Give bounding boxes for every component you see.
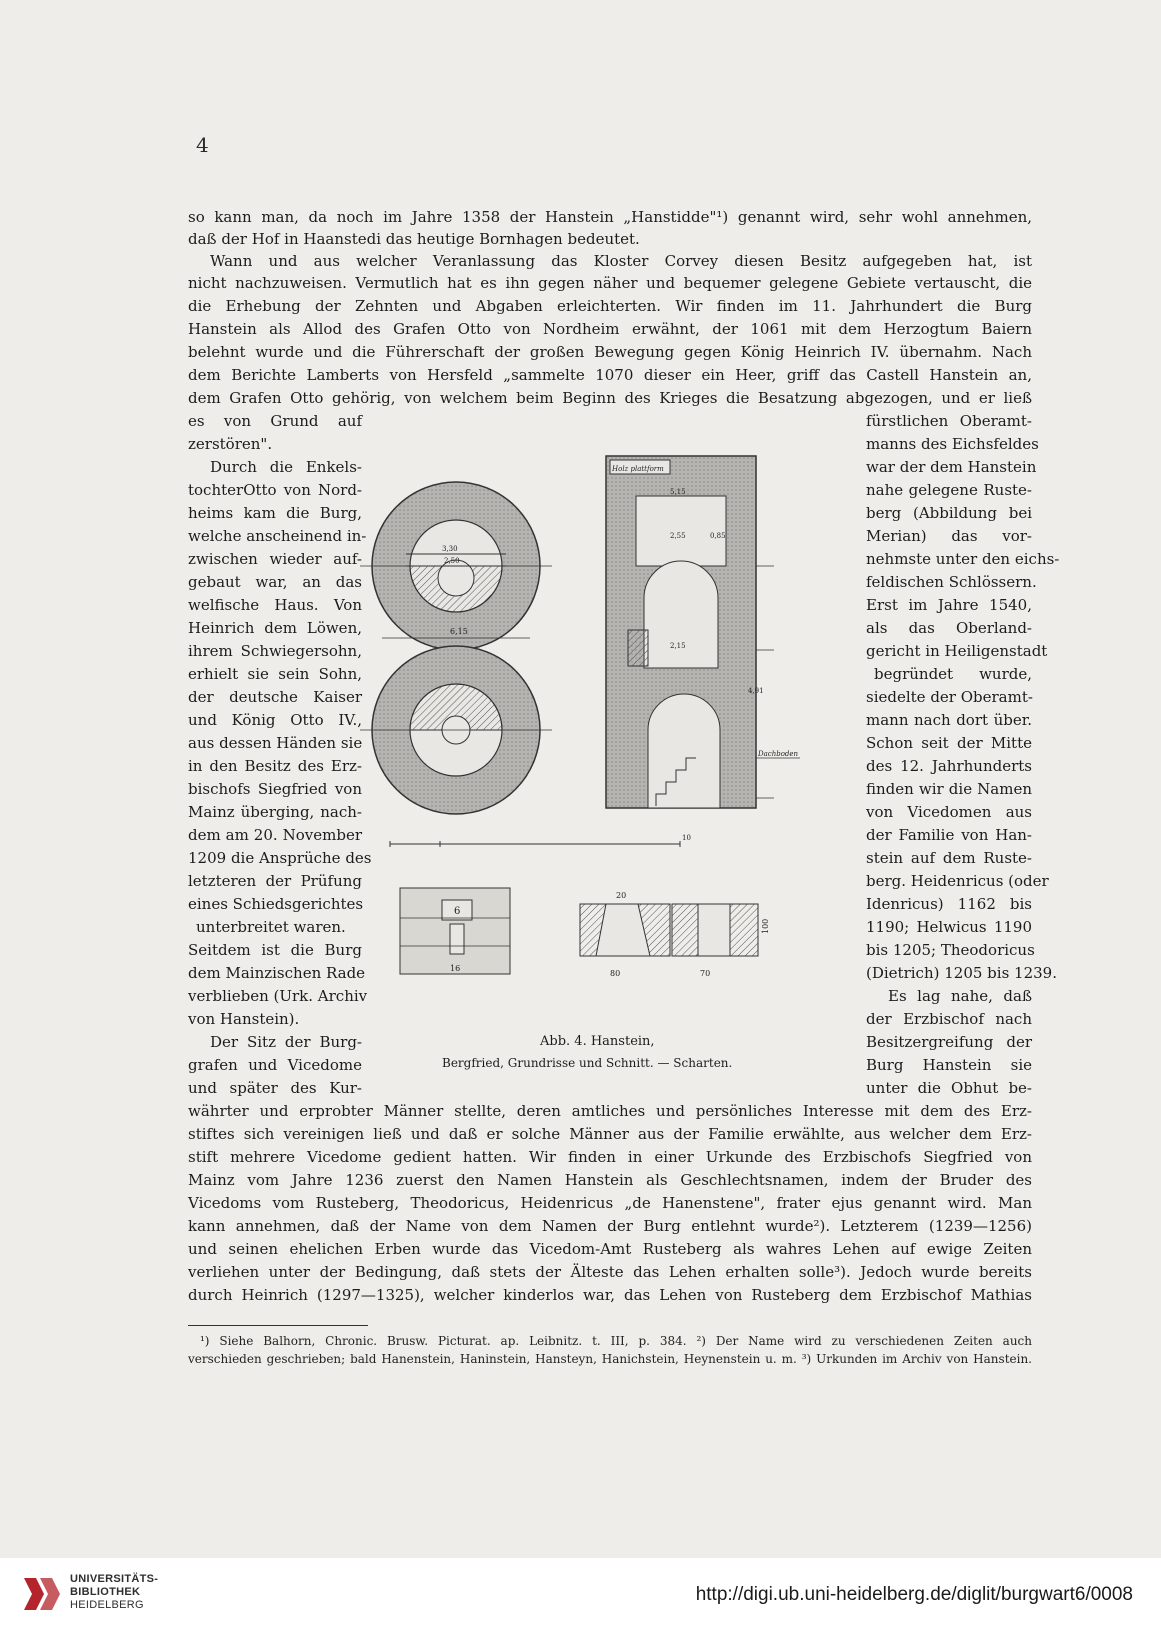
dim-label: 2,50 bbox=[444, 557, 460, 565]
dim-label: 0,85 bbox=[710, 532, 726, 540]
left-column-line: welfische Haus. Von bbox=[188, 596, 362, 614]
footnote-rule bbox=[188, 1325, 368, 1326]
right-column-line: Merian) das vor- bbox=[866, 527, 1032, 545]
bergfried-figure bbox=[370, 465, 830, 1028]
right-column-line: Schon seit der Mitte bbox=[866, 734, 1032, 752]
left-column-line: letzteren der Prüfung bbox=[188, 872, 362, 890]
left-column-line: verblieben (Urk. Archiv bbox=[188, 987, 368, 1005]
left-column-line: zwischen wieder auf- bbox=[188, 550, 362, 568]
right-column-line: nahe gelegene Ruste- bbox=[866, 481, 1032, 499]
dim-label: 5,15 bbox=[670, 488, 686, 496]
footnote-line: ¹) Siehe Balhorn, Chronic. Brusw. Picturat. ap. Leibnitz. t. III, p. 384. ²) Der Name wird zu verschiedenen Zeiten auch bbox=[200, 1334, 1032, 1348]
left-column-line: grafen und Vicedome bbox=[188, 1056, 362, 1074]
footnote-line: verschieden geschrieben; bald Hanenstein, Haninstein, Hansteyn, Hanichstein, Heynenstein u. m. ³) Urkunden im Archiv von Hanstein. bbox=[188, 1352, 1032, 1366]
right-column-line: unter die Obhut be- bbox=[866, 1079, 1032, 1097]
dim-label: 80 bbox=[610, 969, 621, 978]
right-column-line: Besitzergreifung der bbox=[866, 1033, 1032, 1051]
left-column-line: und König Otto IV., bbox=[188, 711, 362, 729]
dim-label: 70 bbox=[700, 969, 711, 978]
label-dachboden: Dachboden bbox=[758, 750, 799, 758]
right-column-line: manns des Eichsfeldes bbox=[866, 435, 1039, 453]
dim-label: 16 bbox=[450, 964, 461, 973]
right-column-line: der Familie von Han- bbox=[866, 826, 1032, 844]
left-column-line: von Hanstein). bbox=[188, 1010, 300, 1028]
body-line: durch Heinrich (1297—1325), welcher kinderlos war, das Lehen von Rusteberg dem Erzbischof Mathias bbox=[188, 1286, 1032, 1304]
body-line: nicht nachzuweisen. Vermutlich hat es ihn gegen näher und bequemer gelegene Gebiete vertauscht, die bbox=[188, 274, 1032, 292]
left-column-line: erhielt sie sein Sohn, bbox=[188, 665, 362, 683]
right-column-line: der Erzbischof nach bbox=[866, 1010, 1032, 1028]
right-column-line: Erst im Jahre 1540, bbox=[866, 596, 1032, 614]
library-name-line2: BIBLIOTHEK bbox=[70, 1586, 141, 1598]
body-line: so kann man, da noch im Jahre 1358 der Hanstein „Hanstidde"¹) genannt wird, sehr wohl annehmen, bbox=[188, 208, 1032, 226]
source-url-link[interactable]: http://digi.ub.uni-heidelberg.de/diglit/burgwart6/0008 bbox=[695, 1584, 1133, 1605]
dim-label: 6 bbox=[454, 906, 461, 917]
body-line: kann annehmen, daß der Name von dem Namen der Burg entlehnt wurde²). Letzterem (1239—1256) bbox=[188, 1217, 1032, 1235]
figure-caption-title: Abb. 4. Hanstein, bbox=[540, 1034, 655, 1049]
right-column-line: fürstlichen Oberamt- bbox=[866, 412, 1032, 430]
right-column-line: des 12. Jahrhunderts bbox=[866, 757, 1032, 775]
right-column-line: als das Oberland- bbox=[866, 619, 1032, 637]
left-column-line: Mainz überging, nach- bbox=[188, 803, 362, 821]
right-column-line: Es lag nahe, daß bbox=[888, 987, 1032, 1005]
left-column-line: dem am 20. November bbox=[188, 826, 362, 844]
body-line: und seinen ehelichen Erben wurde das Vicedom-Amt Rusteberg als wahres Lehen auf ewige Zeiten bbox=[188, 1240, 1032, 1258]
left-column-line: in den Besitz des Erz- bbox=[188, 757, 362, 775]
right-column-line: berg (Abbildung bei bbox=[866, 504, 1032, 522]
left-column-line: welche anscheinend in- bbox=[188, 527, 367, 545]
body-line: daß der Hof in Haanstedi das heutige Bornhagen bedeutet. bbox=[188, 230, 640, 248]
library-name-line1: UNIVERSITÄTS- bbox=[70, 1573, 159, 1585]
left-column-line: bischofs Siegfried von bbox=[188, 780, 362, 798]
body-line: währter und erprobter Männer stellte, deren amtliches und persönliches Interesse mit dem des Erz- bbox=[188, 1102, 1032, 1120]
left-column-line: gebaut war, an das bbox=[188, 573, 362, 591]
right-column-line: war der dem Hanstein bbox=[866, 458, 1037, 476]
right-column-line: begründet wurde, bbox=[874, 665, 1032, 683]
right-column-line: feldischen Schlössern. bbox=[866, 573, 1037, 591]
left-column-line: zerstören". bbox=[188, 435, 273, 453]
right-column-line: siedelte der Oberamt- bbox=[866, 688, 1033, 706]
left-column-line: eines Schiedsgerichtes bbox=[188, 895, 364, 913]
left-column-line: Durch die Enkels- bbox=[210, 458, 362, 476]
embrasure-sections bbox=[580, 891, 770, 978]
dim-label: 4,91 bbox=[748, 687, 764, 695]
left-column-line: Seitdem ist die Burg bbox=[188, 941, 362, 959]
left-column-line: und später des Kur- bbox=[188, 1079, 362, 1097]
left-column-line: tochterOtto von Nord- bbox=[188, 481, 362, 499]
dim-label: 100 bbox=[761, 918, 770, 934]
label-holzplattform: Holz plattform bbox=[612, 465, 664, 473]
left-column-line: Der Sitz der Burg- bbox=[210, 1033, 362, 1051]
ground-plan-upper bbox=[360, 482, 552, 650]
body-line: stift mehrere Vicedome gedient hatten. Wir finden in einer Urkunde des Erzbischofs Siegfried von bbox=[188, 1148, 1032, 1166]
left-column-line: dem Mainzischen Rade bbox=[188, 964, 366, 982]
right-column-line: berg. Heidenricus (oder bbox=[866, 872, 1049, 890]
university-library-logo-icon bbox=[22, 1572, 66, 1616]
ground-plan-lower bbox=[360, 646, 552, 814]
body-line: stiftes sich vereinigen ließ und daß er solche Männer aus der Familie erwählte, aus welcher dem Erz- bbox=[188, 1125, 1032, 1143]
body-line: Mainz vom Jahre 1236 zuerst den Namen Hanstein als Geschlechtsnamen, indem der Bruder des bbox=[188, 1171, 1032, 1189]
left-column-line: Heinrich dem Löwen, bbox=[188, 619, 362, 637]
left-column-line: unterbreitet waren. bbox=[196, 918, 346, 936]
embrasure-elevation bbox=[400, 888, 510, 974]
body-line: die Erhebung der Zehnten und Abgaben erleichterten. Wir finden im 11. Jahrhundert die Burg bbox=[188, 297, 1032, 315]
dim-label: 2,55 bbox=[670, 532, 686, 540]
right-column-line: stein auf dem Ruste- bbox=[866, 849, 1032, 867]
page-number: 4 bbox=[196, 133, 209, 157]
figure-caption-subtitle: Bergfried, Grundrisse und Schnitt. — Scharten. bbox=[442, 1056, 733, 1070]
body-line: Wann und aus welcher Veranlassung das Kloster Corvey diesen Besitz aufgegeben hat, ist bbox=[210, 252, 1032, 270]
tower-section bbox=[606, 456, 800, 808]
body-line: belehnt wurde und die Führerschaft der großen Bewegung gegen König Heinrich IV. übernahm. Nach bbox=[188, 343, 1032, 361]
viewer-footer bbox=[0, 1558, 1161, 1633]
dim-label: 10 bbox=[682, 834, 691, 842]
left-column-line: der deutsche Kaiser bbox=[188, 688, 362, 706]
left-column-line: ihrem Schwiegersohn, bbox=[188, 642, 362, 660]
body-line: Hanstein als Allod des Grafen Otto von Nordheim erwähnt, der 1061 mit dem Herzogtum Baiern bbox=[188, 320, 1032, 338]
left-column-line: es von Grund auf bbox=[188, 412, 362, 430]
dim-label: 3,30 bbox=[442, 545, 458, 553]
right-column-line: finden wir die Namen bbox=[866, 780, 1032, 798]
right-column-line: von Vicedomen aus bbox=[866, 803, 1032, 821]
dim-label: 6,15 bbox=[450, 627, 468, 636]
body-line: verliehen unter der Bedingung, daß stets der Älteste das Lehen erhalten solle³). Jedoch wurde bereits bbox=[188, 1263, 1032, 1281]
library-name-line3: HEIDELBERG bbox=[70, 1599, 144, 1611]
scale-bar bbox=[390, 834, 691, 847]
left-column-line: 1209 die Ansprüche des bbox=[188, 849, 372, 867]
body-line: dem Grafen Otto gehörig, von welchem beim Beginn des Krieges die Besatzung abgezogen, und er ließ bbox=[188, 389, 1032, 407]
right-column-line: gericht in Heiligenstadt bbox=[866, 642, 1048, 660]
right-column-line: nehmste unter den eichs- bbox=[866, 550, 1060, 568]
left-column-line: heims kam die Burg, bbox=[188, 504, 362, 522]
right-column-line: Idenricus) 1162 bis bbox=[866, 895, 1032, 913]
right-column-line: Burg Hanstein sie bbox=[866, 1056, 1032, 1074]
body-line: dem Berichte Lamberts von Hersfeld „sammelte 1070 dieser ein Heer, griff das Castell Hanstein an, bbox=[188, 366, 1032, 384]
dim-label: 2,15 bbox=[670, 642, 686, 650]
left-column-line: aus dessen Händen sie bbox=[188, 734, 363, 752]
right-column-line: mann nach dort über. bbox=[866, 711, 1032, 729]
dim-label: 20 bbox=[616, 891, 627, 900]
right-column-line: 1190; Helwicus 1190 bbox=[866, 918, 1032, 936]
body-line: Vicedoms vom Rusteberg, Theodoricus, Heidenricus „de Hanenstene", frater ejus genannt wird. Man bbox=[188, 1194, 1032, 1212]
right-column-line: (Dietrich) 1205 bis 1239. bbox=[866, 964, 1057, 982]
right-column-line: bis 1205; Theodoricus bbox=[866, 941, 1035, 959]
